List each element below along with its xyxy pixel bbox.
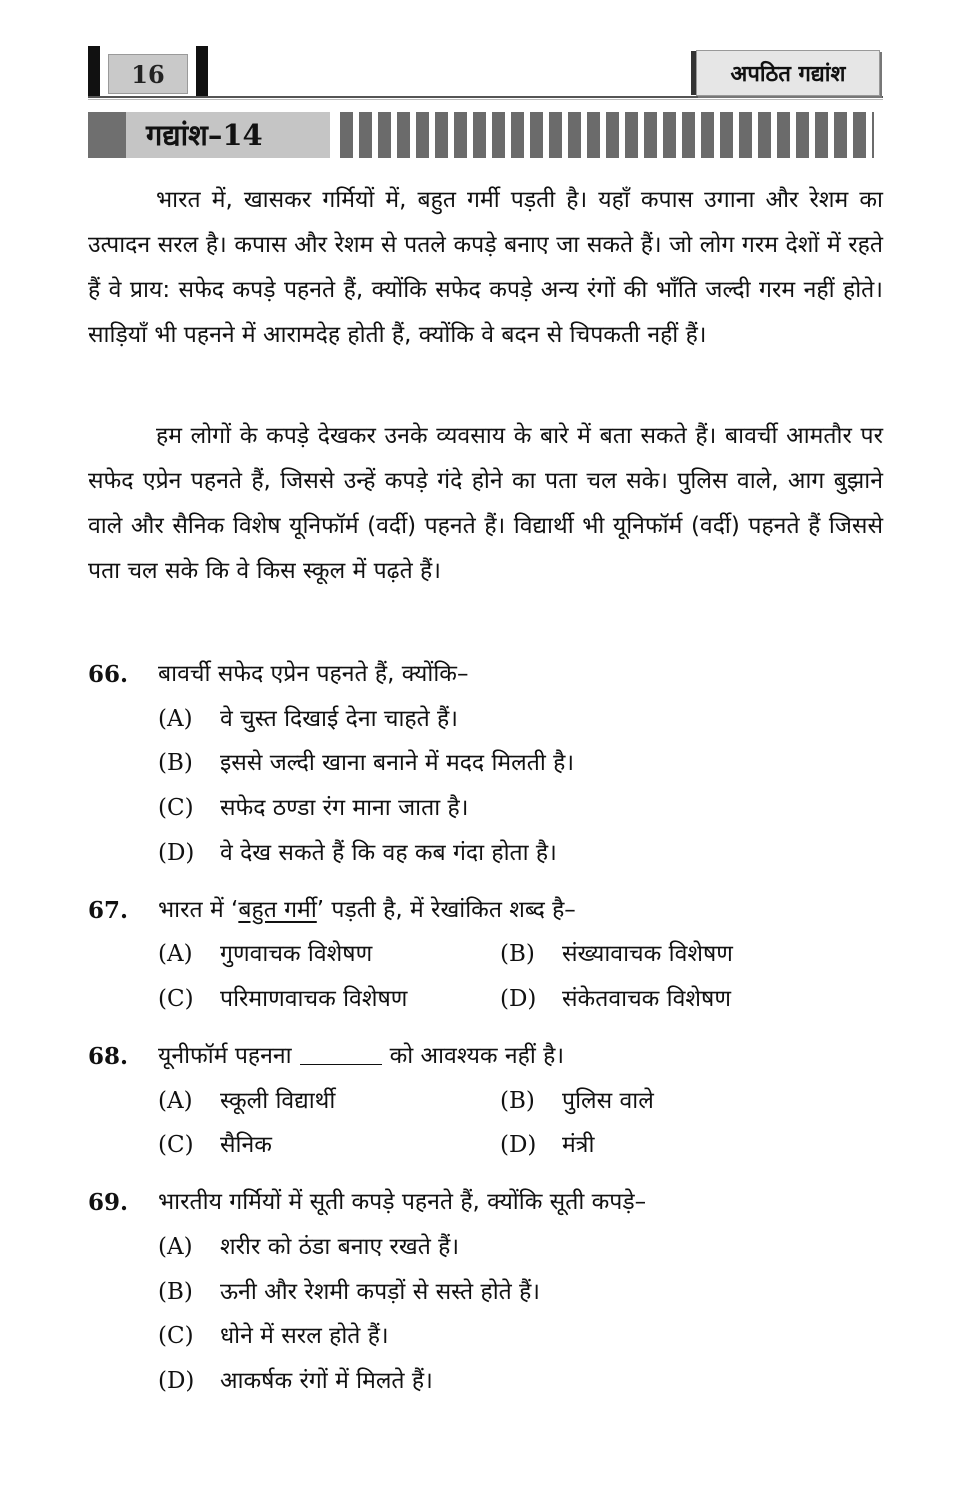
passage-paragraph-1: भारत में, खासकर गर्मियों में, बहुत गर्मी पड़ती है। यहाँ कपास उगाना और रेशम का उत्पादन सरल है। कपास और रेशम से पतले कपड़े बनाए जा सकते हैं। जो लोग गरम देशों में रहते हैं वे प्राय: सफेद कपड़े पहनते हैं, क्योंकि सफेद कपड़े अन्य रंगों की भाँति जल्दी गरम नहीं होते। साड़ियाँ भी पहनने में आरामदेह होती हैं, क्योंकि वे बदन से चिपकती नहीं हैं। [88,187,883,348]
option-text: ऊनी और रेशमी कपड़ों से सस्ते होते हैं। [220,1279,541,1305]
option-text: स्कूली विद्यार्थी [220,1088,336,1114]
option-label: (C) [158,1132,194,1158]
title-stripes [340,112,874,158]
option-text: गुणवाचक विशेषण [220,941,373,967]
header-mid-bar [196,46,208,98]
option-label: (D) [158,840,195,866]
option [158,932,372,977]
option-label: (D) [158,1368,195,1394]
option-label: (B) [158,1279,193,1305]
question-text-post: को आवश्यक नहीं है। [389,1043,565,1069]
option [158,741,574,786]
option [158,831,557,876]
option [500,977,731,1022]
question-text [158,888,576,933]
option-label: (A) [158,706,193,732]
question-text-pre: भारत में ‘ [158,897,239,923]
option [158,1123,272,1168]
option-text: इससे जल्दी खाना बनाने में मदद मिलती है। [220,750,575,776]
header-left-bar [88,46,100,98]
question-number: 67. [88,897,129,924]
question-number: 68. [88,1043,129,1070]
option-text: धोने में सरल होते हैं। [220,1323,389,1349]
option-text: वे देख सकते हैं कि वह कब गंदा होता है। [220,840,557,866]
option-label: (B) [500,1088,535,1114]
option-label: (A) [158,1088,193,1114]
option-text: मंत्री [562,1132,595,1158]
tab-edge [691,51,696,95]
question-number: 66. [88,661,129,688]
header-rule-light [88,99,883,100]
option-label: (D) [500,986,537,1012]
question-number: 69. [88,1189,129,1216]
option-label: (D) [500,1132,537,1158]
question-text [158,1034,564,1079]
option-label: (B) [500,941,535,967]
option-label: (A) [158,1234,193,1260]
option-label: (B) [158,750,193,776]
section-title: अपठित गद्यांश [730,62,846,87]
option [500,1123,594,1168]
question-text-pre: यूनीफॉर्म पहनना [158,1043,292,1069]
option-text: पुलिस वाले [562,1088,654,1114]
option [158,786,468,831]
option [158,977,407,1022]
option [158,1359,433,1404]
page-number: 16 [108,54,188,94]
option-text: वे चुस्त दिखाई देना चाहते हैं। [220,706,458,732]
option-text: आकर्षक रंगों में मिलते हैं। [220,1368,433,1394]
header-rule [88,96,883,98]
question-text: बावर्ची सफेद एप्रेन पहनते हैं, क्योंकि– [158,661,469,687]
option-text: संख्यावाचक विशेषण [562,941,733,967]
option-label: (C) [158,1323,194,1349]
option-text: शरीर को ठंडा बनाए रखते हैं। [220,1234,460,1260]
option [158,1079,335,1124]
option-label: (C) [158,986,194,1012]
option [500,1079,654,1124]
section-title-tab [696,50,880,96]
option [158,697,458,742]
passage-title: गद्यांश–14 [146,118,263,152]
option-label: (C) [158,795,194,821]
option-text: सैनिक [220,1132,272,1158]
question-text-post: ’ पड़ती है, में रेखांकित शब्द है– [316,897,576,923]
option [158,1225,459,1270]
passage-paragraph-2: हम लोगों के कपड़े देखकर उनके व्यवसाय के बारे में बता सकते हैं। बावर्ची आमतौर पर सफेद एप्रेन पहनते हैं, जिससे उन्हें कपड़े गंदे होने का पता चल सके। पुलिस वाले, आग बुझाने वाले और सैनिक विशेष यूनिफॉर्म (वर्दी) पहनते हैं। विद्यार्थी भी यूनिफॉर्म (वर्दी) पहनते हैं जिससे पता चल सके कि वे किस स्कूल में पढ़ते हैं। [88,423,883,584]
option [500,932,733,977]
option [158,1270,540,1315]
option-text: संकेतवाचक विशेषण [562,986,731,1012]
underlined-phrase: बहुत गर्मी [238,897,317,923]
option-text: सफेद ठण्डा रंग माना जाता है। [220,795,469,821]
option-label: (A) [158,941,193,967]
option [158,1314,389,1359]
question-text: भारतीय गर्मियों में सूती कपड़े पहनते हैं, क्योंकि सूती कपड़े– [158,1189,647,1215]
option-text: परिमाणवाचक विशेषण [220,986,408,1012]
fill-in-blank [300,1036,382,1065]
